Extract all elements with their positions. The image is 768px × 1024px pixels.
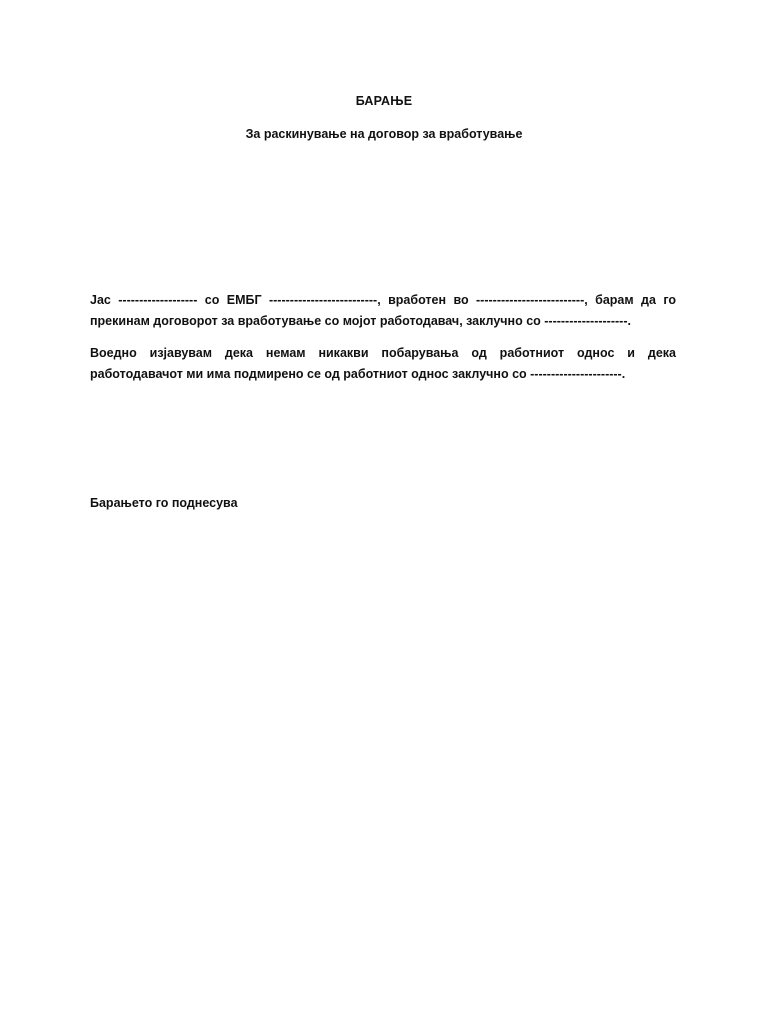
document-title: БАРАЊЕ bbox=[355, 94, 413, 108]
paragraph-statement: Воедно изјавувам дека немам никакви побарувања од работниот однос и дека работодавачот ми има подмирено се од работниот однос заклучно со ----------------------. bbox=[90, 346, 676, 381]
signature-label: Барањето го поднесува bbox=[90, 496, 238, 510]
document-subtitle: За раскинување на договор за вработување bbox=[245, 127, 523, 141]
paragraph-request: Јас ------------------- со ЕМБГ --------------------------, вработен во --------------------------, барам да го прекинам договорот за вработување со мојот работодавач, заклучно со --------------------. bbox=[90, 293, 676, 328]
